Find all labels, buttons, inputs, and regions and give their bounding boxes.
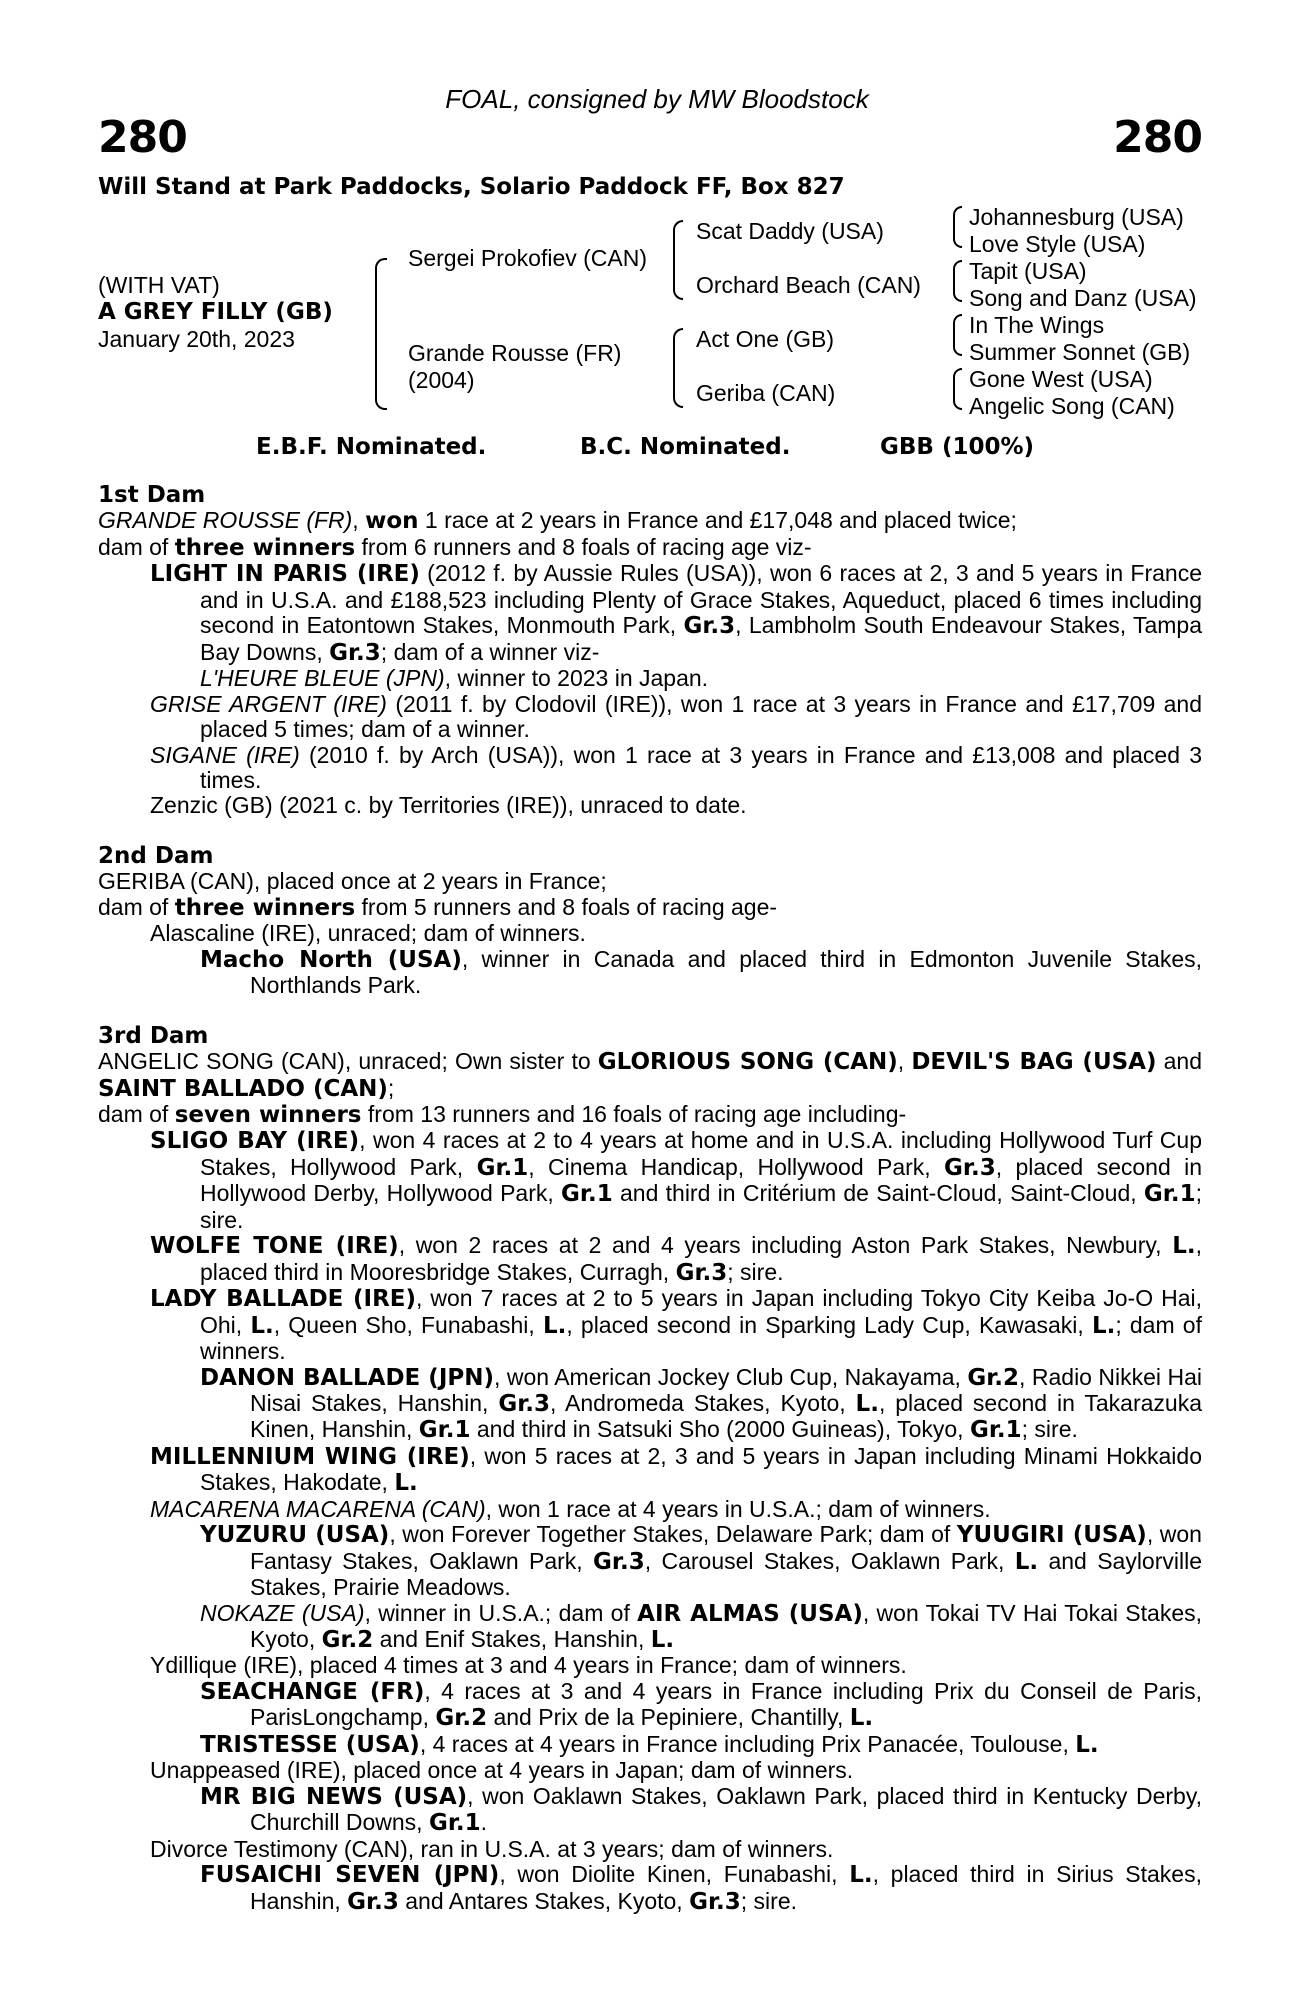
produce-entry: MILLENNIUM WING (IRE), won 5 races at 2, 3 and 5 years in Japan including Minami Hokkaido Stakes, Hakodate, L. (150, 1442, 1202, 1497)
produce-entry: Alascaline (IRE), unraced; dam of winners. (150, 920, 586, 947)
section-heading: 3rd Dam (98, 1022, 209, 1049)
dam-entry: GRANDE ROUSSE (FR), won 1 race at 2 years in France and £17,048 and placed twice; (98, 507, 1017, 535)
produce-entry: SLIGO BAY (IRE), won 4 races at 2 to 4 years at home and in U.S.A. including Hollywood Turf Cup Stakes, Hollywood Park, Gr.1, Cinema Handicap, Hollywood Park, Gr.3, placed second in Hollywood Derby, Hollywood Park, Gr.1 and third in Critérium de Saint-Cloud, Saint-Cloud, Gr.1; sire. (150, 1127, 1202, 1233)
consignment-line: FOAL, consigned by MW Bloodstock (445, 84, 869, 114)
vat-note: (WITH VAT) (98, 272, 220, 298)
produce-entry: L'HEURE BLEUE (JPN), winner to 2023 in Japan. (200, 665, 709, 692)
section-heading: 1st Dam (98, 482, 206, 508)
bc-nomination: B.C. Nominated. (580, 434, 791, 460)
produce-entry: NOKAZE (USA), winner in U.S.A.; dam of AIR ALMAS (USA), won Tokai TV Hai Tokai Stakes, Kyoto, Gr.2 and Enif Stakes, Hanshin, L. (200, 1599, 1202, 1654)
sire-sire: Scat Daddy (USA) (696, 218, 884, 244)
section-heading: 2nd Dam (98, 842, 214, 869)
gbb-rating: GBB (100%) (880, 434, 1035, 460)
pedigree-brace (375, 258, 387, 410)
produce-entry: Zenzic (GB) (2021 c. by Territories (IRE)), unraced to date. (150, 792, 747, 819)
produce-entry: DANON BALLADE (JPN), won American Jockey Club Cup, Nakayama, Gr.2, Radio Nikkei Hai Nisai Stakes, Hanshin, Gr.3, Andromeda Stakes, Kyoto, L., placed second in Takarazuka Kinen, Hanshin, Gr.1 and third in Satsuki Sho (2000 Guineas), Tokyo, Gr.1; sire. (200, 1363, 1202, 1444)
pedigree-brace (953, 260, 962, 302)
ebf-nomination: E.B.F. Nominated. (256, 434, 487, 460)
dam-dam: Geriba (CAN) (696, 380, 836, 406)
pedigree-brace (953, 314, 962, 356)
produce-entry: SIGANE (IRE) (2010 f. by Arch (USA)), won 1 race at 3 years in France and £13,008 and placed 3 times. (150, 741, 1202, 793)
dam-name: Grande Rousse (FR) (408, 340, 622, 366)
produce-entry: Unappeased (IRE), placed once at 4 years in Japan; dam of winners. (150, 1757, 854, 1784)
g3-ancestor: Tapit (USA) (969, 258, 1087, 284)
pedigree-brace (673, 328, 683, 408)
produce-entry: YUZURU (USA), won Forever Together Stakes, Delaware Park; dam of YUUGIRI (USA), won Fantasy Stakes, Oaklawn Park, Gr.3, Carousel Stakes, Oaklawn Park, L. and Saylorville Stakes, Prairie Meadows. (200, 1521, 1203, 1601)
produce-entry: WOLFE TONE (IRE), won 2 races at 2 and 4 years including Aston Park Stakes, Newbury, L., placed third in Mooresbridge Stakes, Curragh, Gr.3; sire. (150, 1232, 1202, 1286)
sire-name: Sergei Prokofiev (CAN) (408, 245, 648, 271)
lot-number-right: 280 (1113, 112, 1202, 163)
g3-ancestor: Love Style (USA) (969, 231, 1146, 257)
dam-year: (2004) (408, 367, 475, 393)
g3-ancestor: Song and Danz (USA) (969, 285, 1197, 311)
dam-produce-summary: dam of seven winners from 13 runners and 16 foals of racing age including- (98, 1100, 907, 1128)
lot-number-left: 280 (98, 112, 187, 163)
produce-entry: MACARENA MACARENA (CAN), won 1 race at 4 years in U.S.A.; dam of winners. (150, 1495, 991, 1522)
dam-entry: ANGELIC SONG (CAN), unraced; Own sister to GLORIOUS SONG (CAN), DEVIL'S BAG (USA) and SAINT BALLADO (CAN); (98, 1048, 1202, 1102)
catalogue-body (98, 483, 1202, 1915)
produce-entry: FUSAICHI SEVEN (JPN), won Diolite Kinen, Funabashi, L., placed third in Sirius Stakes, Hanshin, Gr.3 and Antares Stakes, Kyoto, Gr.3; sire. (200, 1861, 1202, 1915)
pedigree-brace (953, 206, 962, 248)
sire-dam: Orchard Beach (CAN) (696, 272, 921, 298)
g3-ancestor: In The Wings (969, 312, 1105, 338)
produce-entry: MR BIG NEWS (USA), won Oaklawn Stakes, Oaklawn Park, placed third in Kentucky Derby, Churchill Downs, Gr.1. (200, 1782, 1202, 1837)
g3-ancestor: Johannesburg (USA) (969, 204, 1184, 230)
g3-ancestor: Gone West (USA) (969, 366, 1153, 392)
foaled-date: January 20th, 2023 (98, 326, 295, 352)
dam-sire: Act One (GB) (696, 326, 835, 352)
g3-ancestor: Summer Sonnet (GB) (969, 339, 1191, 365)
pedigree-brace (673, 220, 683, 300)
produce-entry: Divorce Testimony (CAN), ran in U.S.A. at 3 years; dam of winners. (150, 1835, 834, 1862)
dam-entry: GERIBA (CAN), placed once at 2 years in France; (98, 868, 607, 895)
dam-produce-summary: dam of three winners from 6 runners and 8 foals of racing age viz- (98, 533, 812, 561)
produce-entry: LIGHT IN PARIS (IRE) (2012 f. by Aussie Rules (USA)), won 6 races at 2, 3 and 5 years in France and in U.S.A. and £188,523 including Plenty of Grace Stakes, Aqueduct, placed 6 times including second in Eatontown Stakes, Monmouth Park, Gr.3, Lambholm South Endeavour Stakes, Tampa Bay Downs, Gr.3; dam of a winner viz- (150, 560, 1202, 666)
produce-entry: Macho North (USA), winner in Canada and placed third in Edmonton Juvenile Stakes, Northlands Park. (200, 945, 1202, 999)
pedigree-brace (953, 368, 962, 410)
produce-entry: TRISTESSE (USA), 4 races at 4 years in France including Prix Panacée, Toulouse, L. (200, 1730, 1099, 1758)
dam-produce-summary: dam of three winners from 5 runners and 8 foals of racing age- (98, 893, 778, 921)
produce-entry: Ydillique (IRE), placed 4 times at 3 and 4 years in France; dam of winners. (150, 1652, 907, 1679)
produce-entry: LADY BALLADE (IRE), won 7 races at 2 to 5 years in Japan including Tokyo City Keiba Jo-O Hai, Ohi, L., Queen Sho, Funabashi, L., placed second in Sparking Lady Cup, Kawasaki, L.; dam of winners. (150, 1285, 1202, 1365)
lot-name: A GREY FILLY (GB) (98, 299, 333, 325)
produce-entry: SEACHANGE (FR), 4 races at 3 and 4 years in France including Prix du Conseil de Paris, ParisLongchamp, Gr.2 and Prix de la Pepiniere, Chantilly, L. (200, 1677, 1202, 1732)
produce-entry: GRISE ARGENT (IRE) (2011 f. by Clodovil (IRE)), won 1 race at 3 years in France and £17,709 and placed 5 times; dam of a winner. (150, 690, 1202, 743)
g3-ancestor: Angelic Song (CAN) (969, 393, 1175, 419)
stand-location: Will Stand at Park Paddocks, Solario Paddock FF, Box 827 (98, 174, 845, 200)
